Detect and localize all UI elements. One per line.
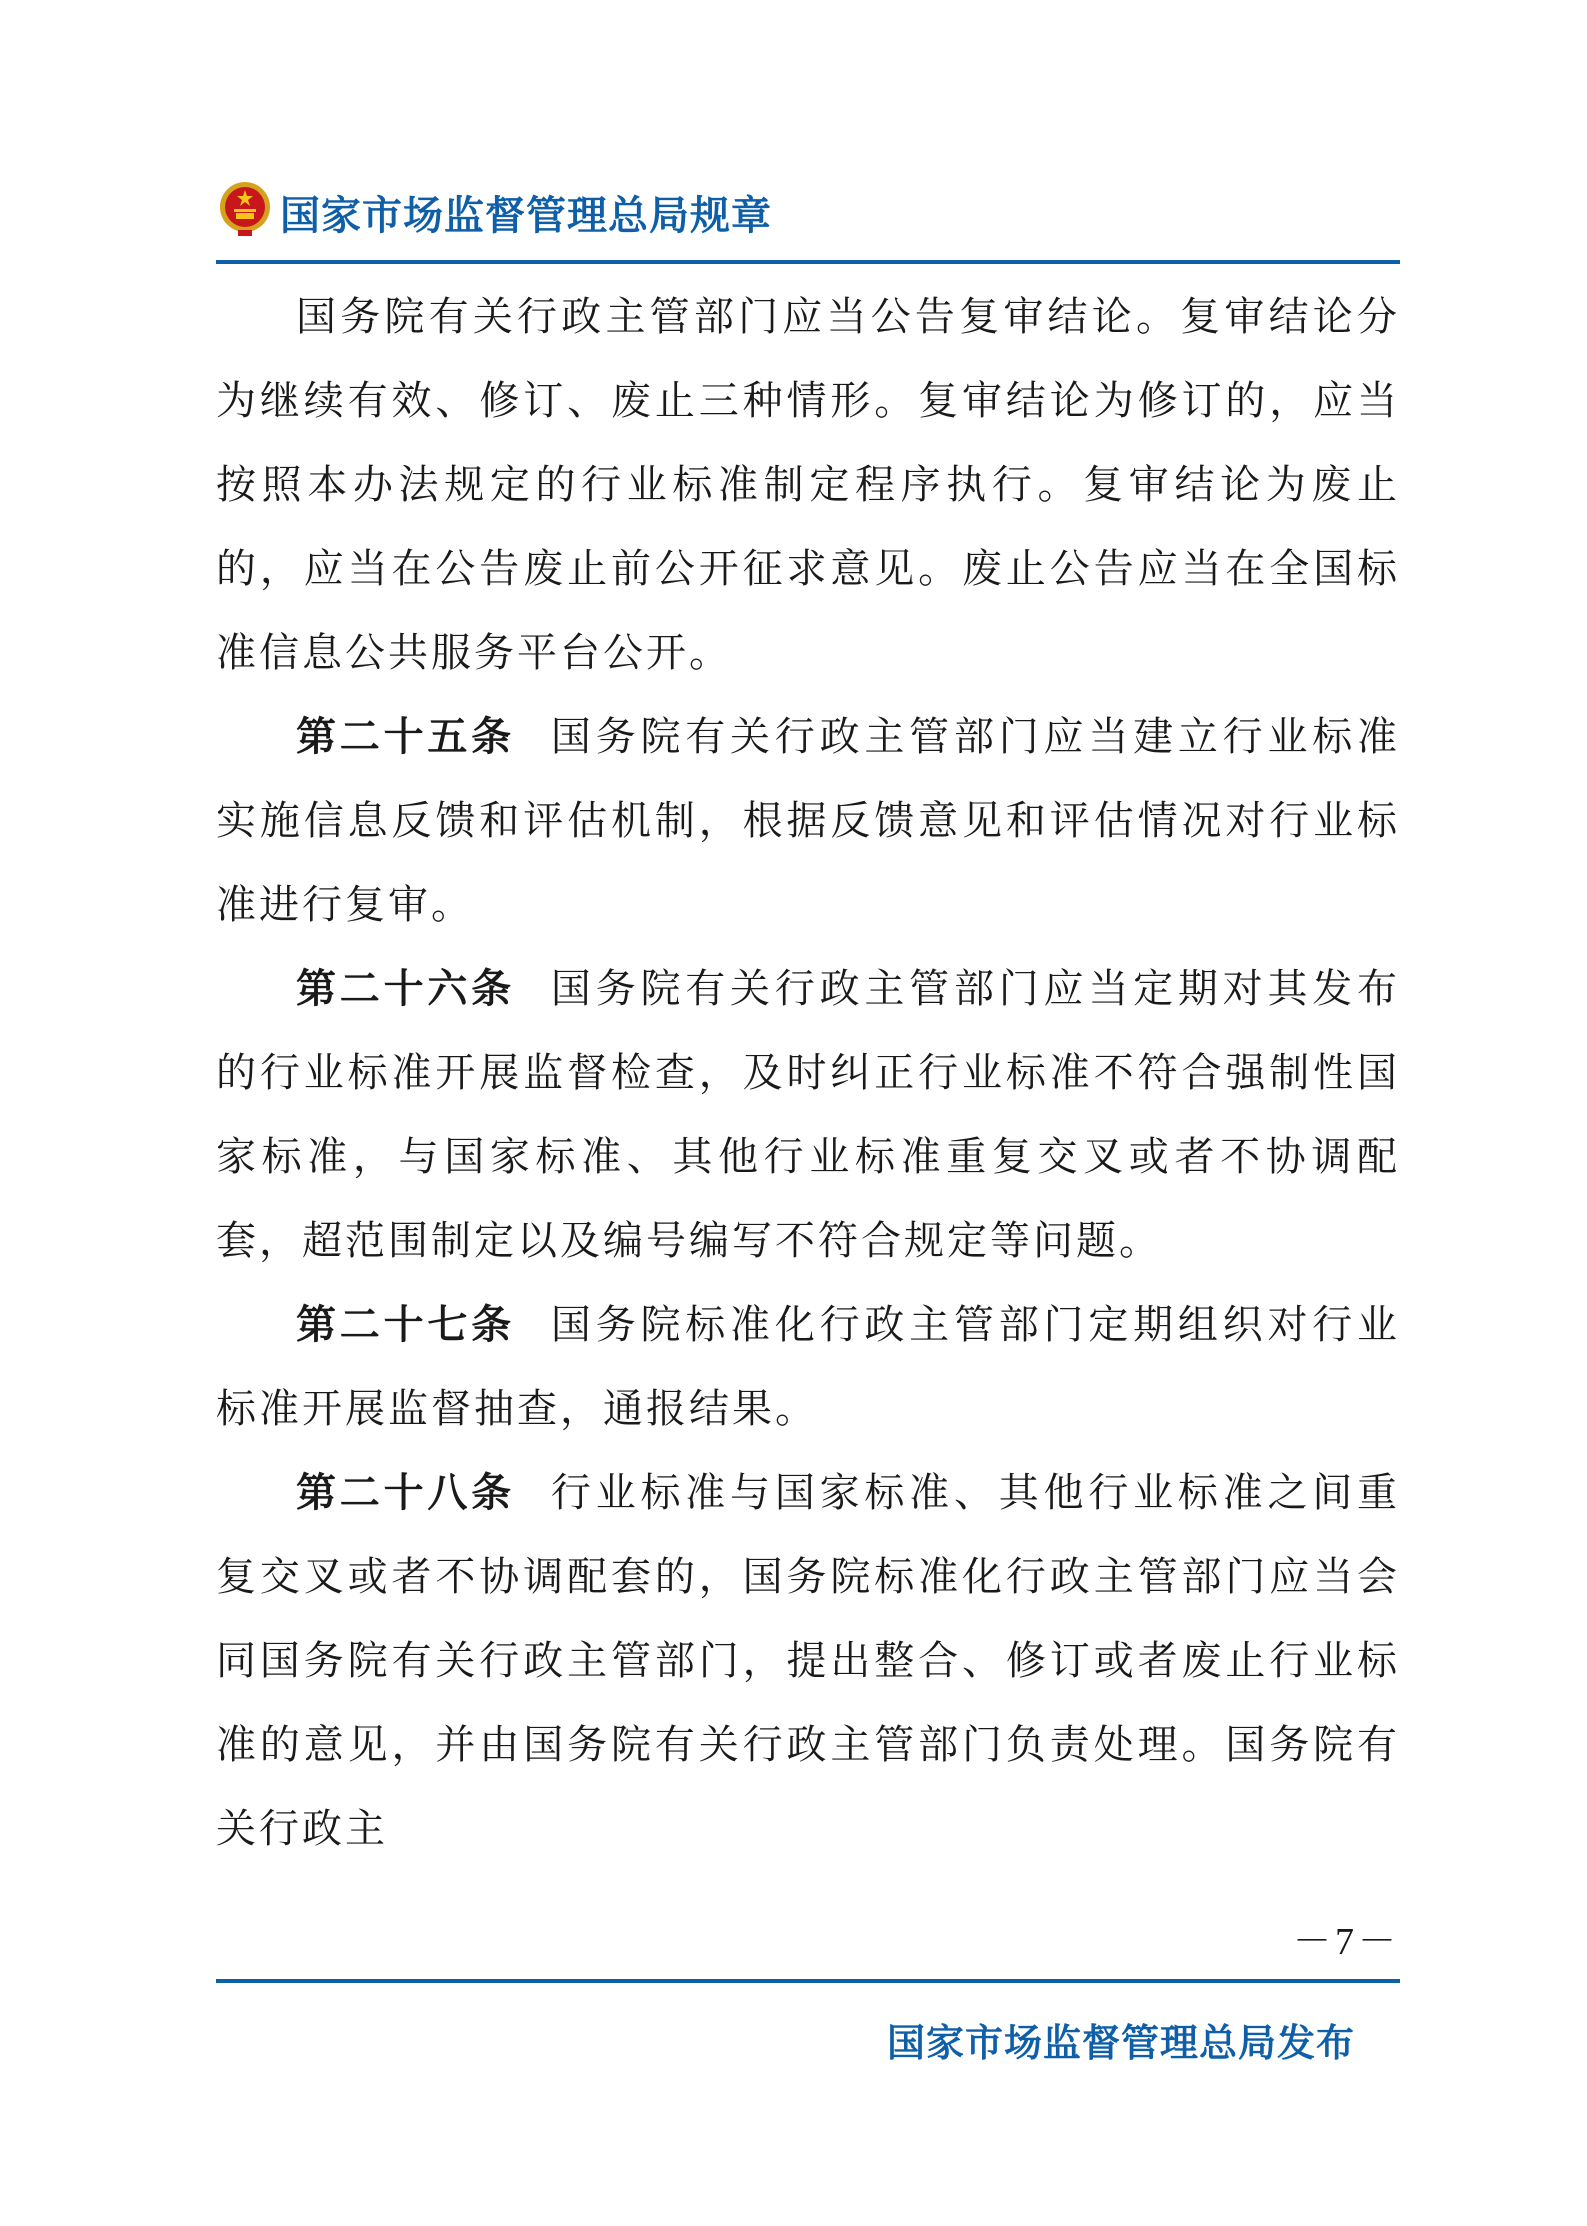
paragraph-text: 国务院有关行政主管部门应当公告复审结论。复审结论分为继续有效、修订、废止三种情形。复审结论为修订的，应当按照本办法规定的行业标准制定程序执行。复审结论为废止的，应当在公告废止前公开征求意见。废止公告应当在全国标准信息公共服务平台公开。 [216,294,1400,676]
page-number: －7－ [1292,1921,1400,1963]
article-26 [216,947,1400,1283]
article-heading: 第二十六条 [296,966,515,1012]
article-text: 国务院有关行政主管部门应当定期对其发布的行业标准开展监督检查，及时纠正行业标准不符合强制性国家标准，与国家标准、其他行业标准重复交叉或者不协调配套，超范围制定以及编号编写不符合规定等问题。 [216,966,1401,1264]
header-title: 国家市场监督管理总局规章 [280,193,772,239]
article-text: 国务院标准化行政主管部门定期组织对行业标准开展监督抽查，通报结果。 [216,1302,1401,1432]
article-heading: 第二十七条 [296,1302,515,1348]
article-heading: 第二十五条 [296,714,515,760]
footer-publisher: 国家市场监督管理总局发布 [887,2021,1356,2065]
article-text: 国务院有关行政主管部门应当建立行业标准实施信息反馈和评估机制，根据反馈意见和评估情况对行业标准进行复审。 [216,714,1401,928]
page-header [216,180,1400,260]
document-body [216,275,1400,1871]
paragraph [216,275,1400,695]
article-text: 行业标准与国家标准、其他行业标准之间重复交叉或者不协调配套的，国务院标准化行政主管部门应当会同国务院有关行政主管部门，提出整合、修订或者废止行业标准的意见，并由国务院有关行政主管部门负责处理。国务院有关行政主 [216,1470,1401,1852]
header-divider [216,260,1400,264]
article-28 [216,1451,1400,1871]
article-25 [216,695,1400,947]
article-27 [216,1283,1400,1451]
national-emblem-icon [216,180,274,240]
article-heading: 第二十八条 [296,1470,515,1516]
footer-divider [216,1979,1400,1983]
